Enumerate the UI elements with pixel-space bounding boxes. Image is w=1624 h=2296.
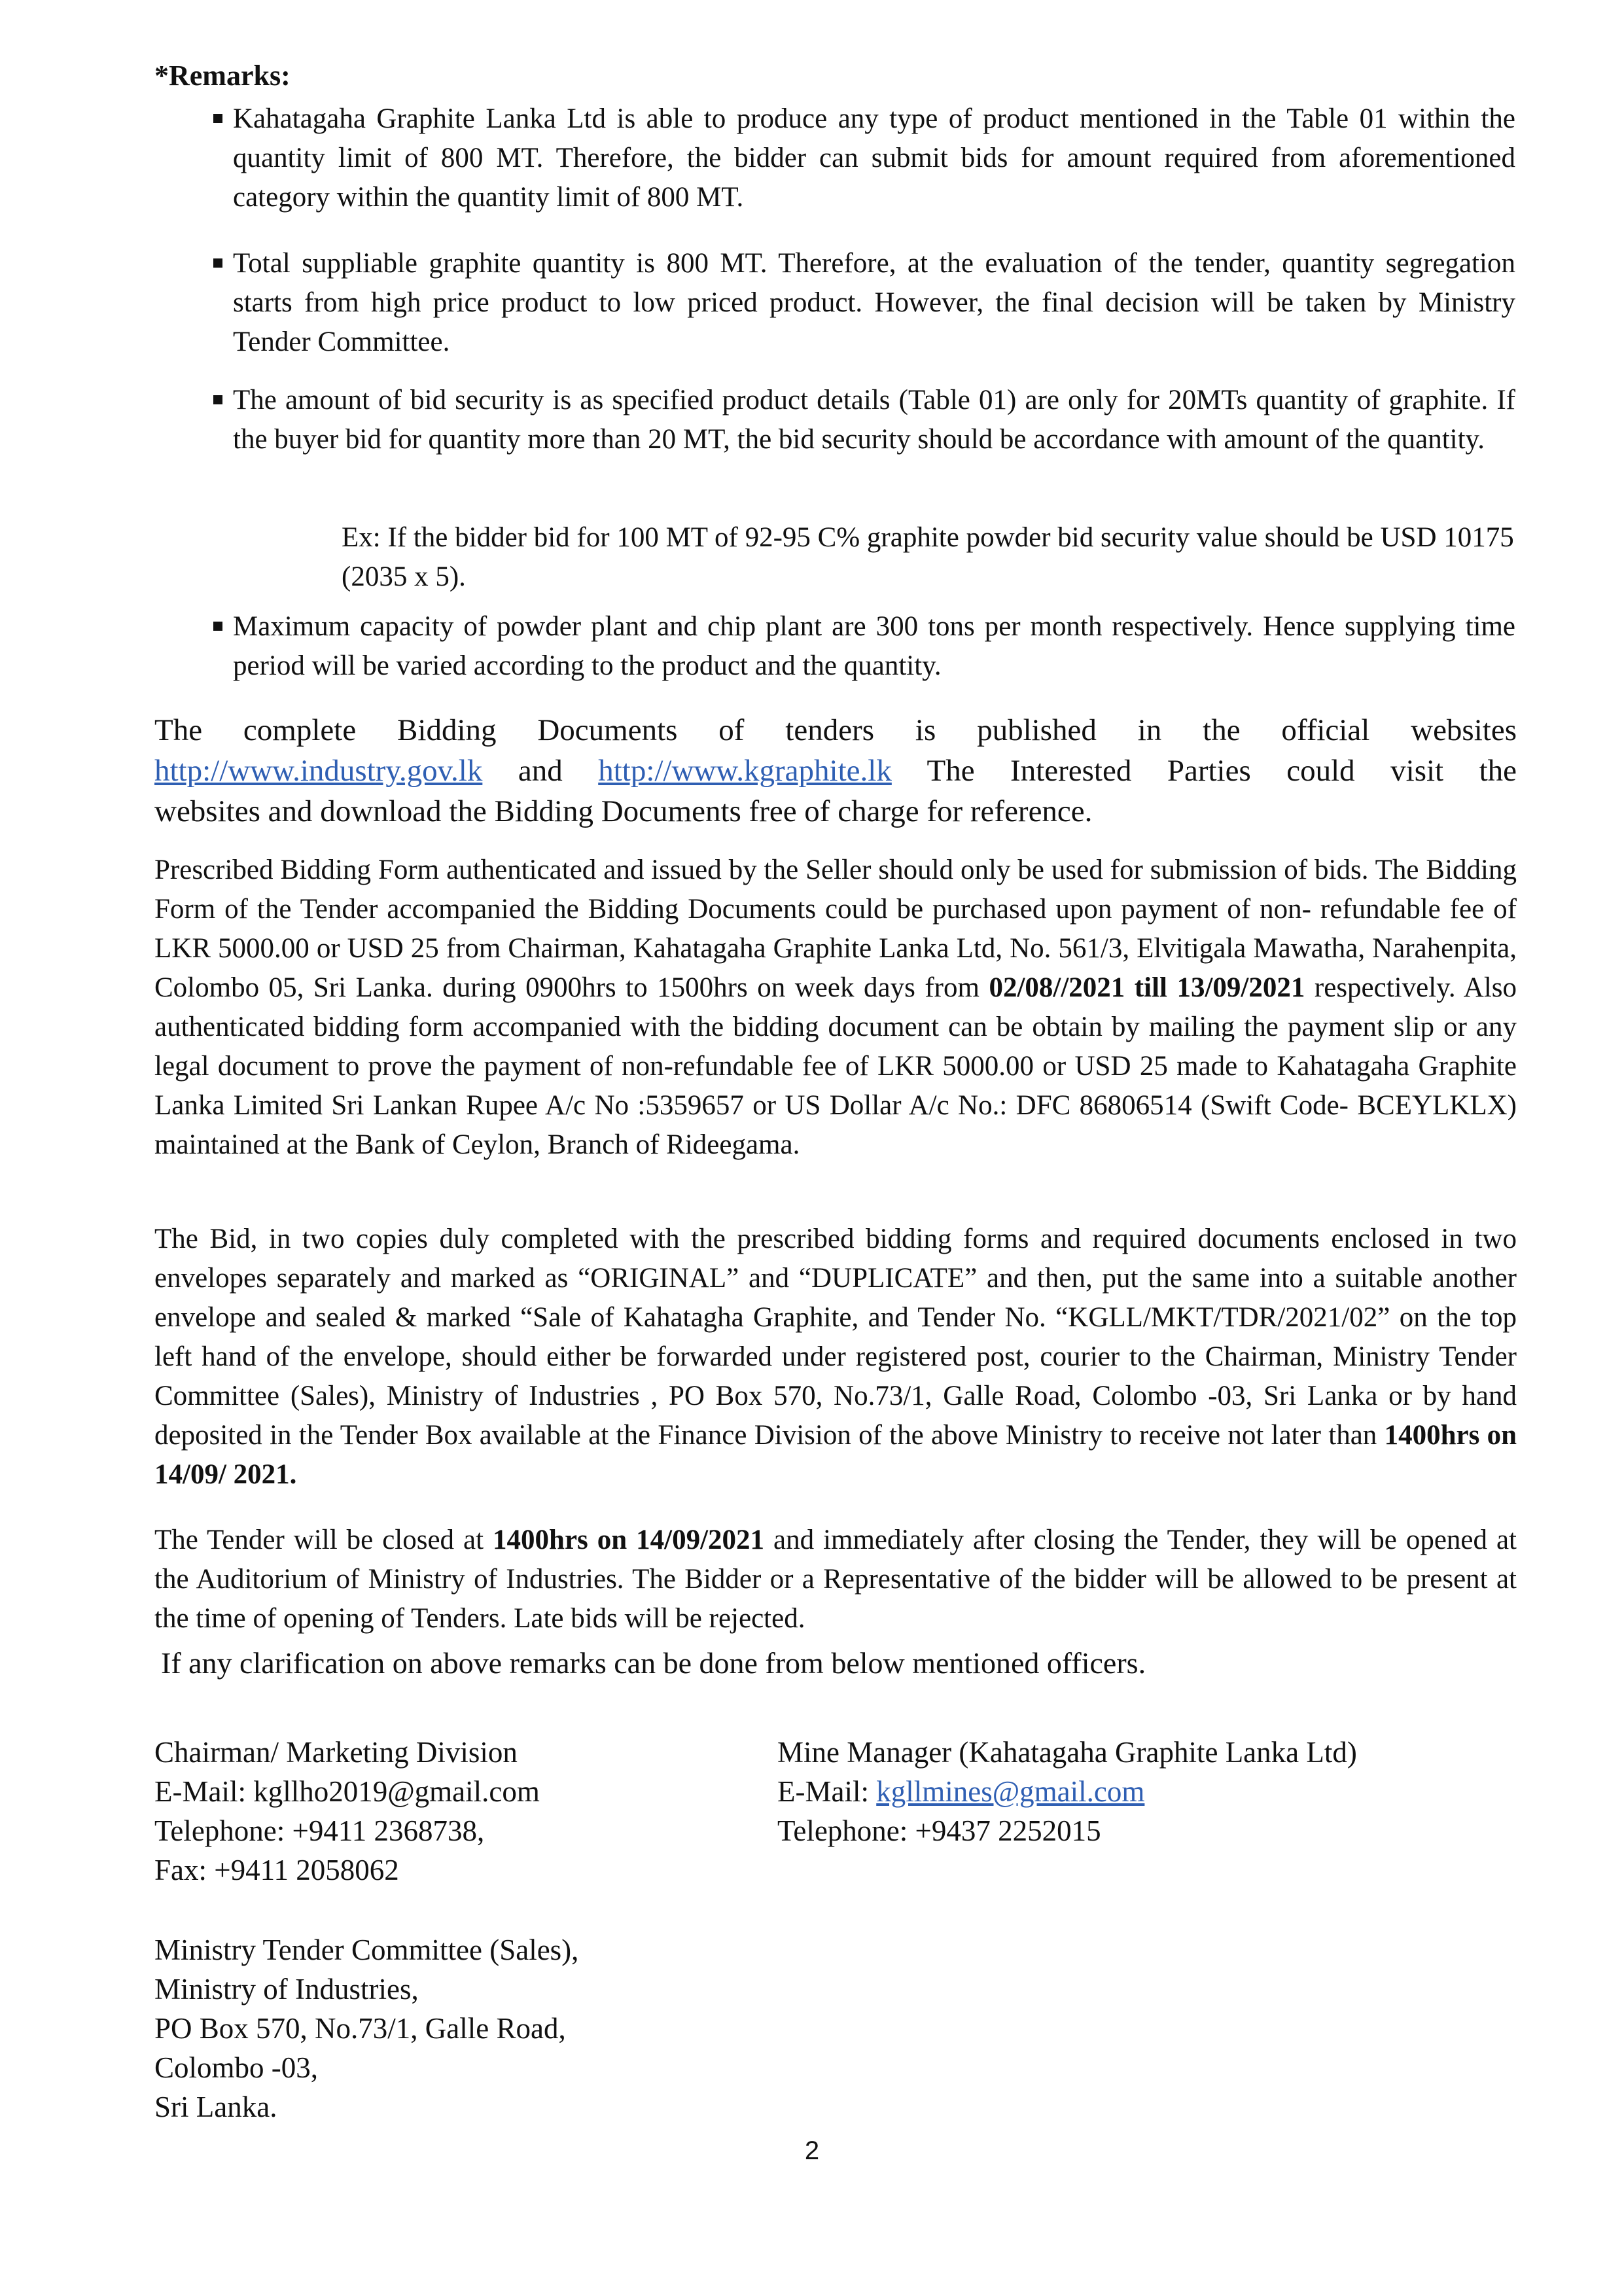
remark-bullet-4 — [233, 607, 1515, 686]
address-line: Sri Lanka. — [154, 2091, 277, 2123]
ministry-address-block — [154, 1930, 874, 2127]
websites-line-3: websites and download the Bidding Documents free of charge for reference. — [154, 794, 1093, 828]
tender-closing-paragraph — [154, 1521, 1517, 1638]
form-text-1: Prescribed Bidding Form authenticated and issued by the Seller should only be used for submission of bids. The Bidding Form of the Tender accompanied the Bidding Documents could be purchased upon payment of non- refundable fee of LKR 5000.00 or USD 25 from Chairman, Kahatagaha Graphite Lanka Ltd, No. 561/3, Elvitigala Mawatha, Narahenpita, Colombo 05, Sri Lanka. during 0900hrs to 1500hrs on week days from — [154, 855, 1517, 1003]
remark-bullet-3 — [233, 381, 1515, 459]
chairman-email-line: E-Mail: kgllho2019@gmail.com — [154, 1775, 540, 1808]
closing-time: 1400hrs on 14/09/2021 — [493, 1525, 765, 1555]
closing-text-1: The Tender will be closed at — [154, 1525, 493, 1555]
chairman-phone: Telephone: +9411 2368738, — [154, 1814, 485, 1847]
address-line: PO Box 570, No.73/1, Galle Road, — [154, 2012, 566, 2045]
and-text: and — [518, 754, 563, 788]
websites-mid-text: The Interested Parties could visit the — [927, 754, 1517, 788]
websites-line-2 — [154, 751, 1517, 791]
chairman-fax: Fax: +9411 2058062 — [154, 1854, 399, 1886]
mine-manager-title: Mine Manager (Kahatagaha Graphite Lanka Ltd) — [777, 1736, 1357, 1769]
square-bullet-icon — [213, 114, 222, 123]
mine-manager-email-link[interactable]: kgllmines@gmail.com — [876, 1775, 1145, 1808]
remark-text: The amount of bid security is as specified product details (Table 01) are only for 20MTs quantity of graphite. If the buyer bid for quantity more than 20 MT, the bid security should be accordance with amount of the quantity. — [233, 385, 1515, 455]
remark-bullet-1 — [233, 99, 1515, 217]
mine-manager-email-line: E-Mail: kgllmines@gmail.com — [777, 1775, 1145, 1808]
websites-line-1: The complete Bidding Documents of tenders is published in the official websites — [154, 713, 1517, 747]
websites-paragraph — [154, 710, 1517, 832]
bid-security-example: Ex: If the bidder bid for 100 MT of 92-95 C% graphite powder bid security value should be USD 10175 (2035 x 5). — [342, 522, 1514, 592]
sale-period-dates: 02/08//2021 till 13/09/2021 — [989, 972, 1305, 1003]
bid-submission-paragraph — [154, 1220, 1517, 1494]
address-line: Colombo -03, — [154, 2051, 319, 2084]
address-line: Ministry of Industries, — [154, 1973, 419, 2005]
mine-manager-phone: Telephone: +9437 2252015 — [777, 1814, 1101, 1847]
form-text-2: respectively. Also authenticated bidding form accompanied with the bidding document can be obtain by mailing the payment slip or any legal document to prove the payment of non-refundable fee of LKR 5000.00 or USD 25 made to Kahatagaha Graphite Lanka Limited Sri Lankan Rupee A/c No :5359657 or US Dollar A/c No.: DFC 86806514 (Swift Code- BCEYLKLX) maintained at the Bank of Ceylon, Branch of Rideegama. — [154, 972, 1517, 1160]
square-bullet-icon — [213, 258, 222, 268]
square-bullet-icon — [213, 395, 222, 404]
chairman-title: Chairman/ Marketing Division — [154, 1736, 518, 1769]
industry-website-link[interactable]: http://www.industry.gov.lk — [154, 754, 483, 788]
mine-manager-contact-block — [777, 1733, 1517, 1850]
remark-text: Total suppliable graphite quantity is 800 MT. Therefore, at the evaluation of the tender, quantity segregation starts from high price product to low priced product. However, the final decision will be taken by Ministry Tender Committee. — [233, 248, 1515, 357]
address-line: Ministry Tender Committee (Sales), — [154, 1934, 579, 1966]
remark-bullet-2 — [233, 244, 1515, 362]
remark-text: Maximum capacity of powder plant and chip plant are 300 tons per month respectively. Hence supplying time period will be varied according to the product and the quantity. — [233, 611, 1515, 681]
square-bullet-icon — [213, 622, 222, 631]
chairman-contact-block — [154, 1733, 809, 1890]
bid-text: The Bid, in two copies duly completed with the prescribed bidding forms and required documents enclosed in two envelopes separately and marked as “ORIGINAL” and “DUPLICATE” and then, put the same into a suitable another envelope and sealed & marked “Sale of Kahatagha Graphite, and Tender No. “KGLL/MKT/TDR/2021/02” on the top left hand of the envelope, should either be forwarded under registered post, courier to the Chairman, Ministry Tender Committee (Sales), Ministry of Industries , PO Box 570, No.73/1, Galle Road, Colombo -03, Sri Lanka or by hand deposited in the Tender Box available at the Finance Division of the above Ministry to receive not later than — [154, 1224, 1517, 1451]
closing-text-2: and immediately after closing the Tender, they will be opened at the Auditorium of Ministry of Industries. The Bidder or a Representative of the bidder will be allowed to be present at the time of opening of Tenders. Late bids will be rejected. — [154, 1525, 1517, 1634]
bidding-form-paragraph — [154, 851, 1517, 1165]
remark-text: Kahatagaha Graphite Lanka Ltd is able to produce any type of product mentioned in the Table 01 within the quantity limit of 800 MT. Therefore, the bidder can submit bids for amount required from aforementioned category within the quantity limit of 800 MT. — [233, 103, 1515, 213]
chairman-email[interactable]: kgllho2019@gmail.com — [253, 1775, 540, 1808]
kgraphite-website-link[interactable]: http://www.kgraphite.lk — [598, 754, 892, 788]
submission-deadline: 1400hrs on 14/09/ 2021. — [154, 1420, 1517, 1490]
clarification-note: If any clarification on above remarks can be done from below mentioned officers. — [161, 1646, 1146, 1680]
page-number: 2 — [804, 2136, 820, 2165]
remarks-heading: *Remarks: — [154, 60, 291, 92]
